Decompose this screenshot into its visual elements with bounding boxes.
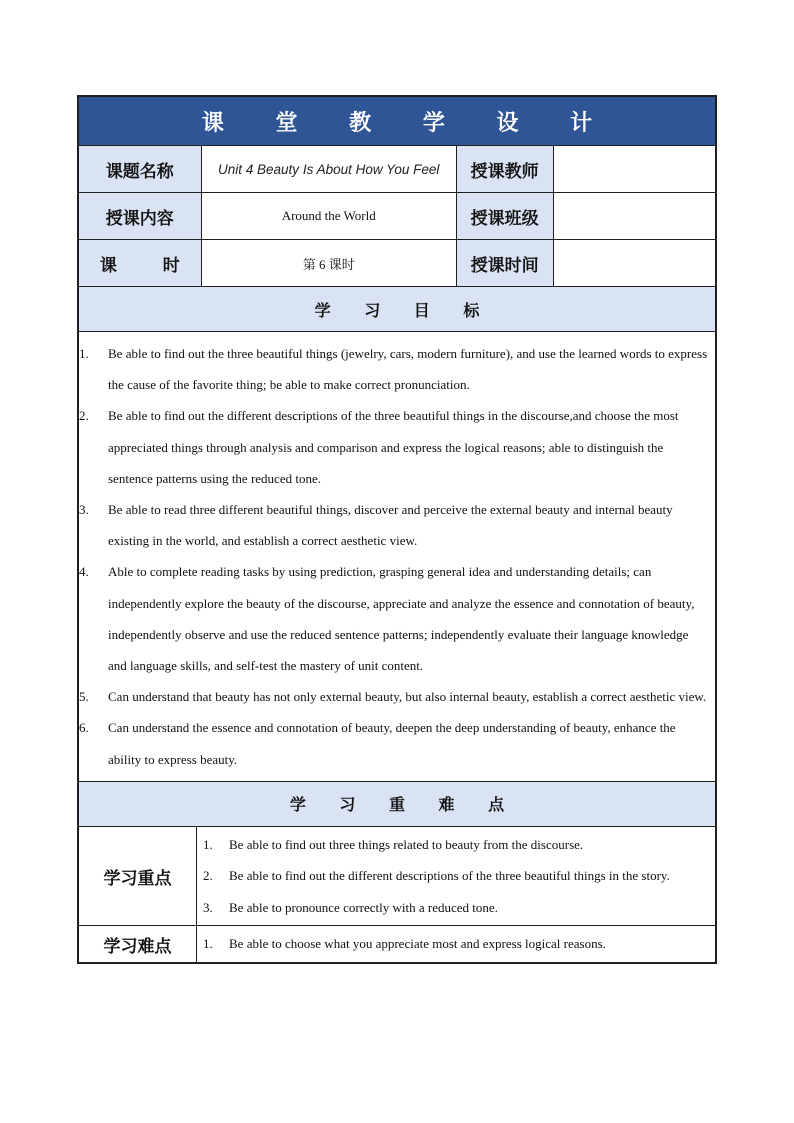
key-points-heading-text: 学 习 重 难 点 (289, 795, 519, 815)
list-item-text: Be able to find out three things related to beauty from the discourse. (229, 836, 584, 852)
list-item-number: 2. (203, 868, 213, 884)
list-item (79, 681, 709, 712)
content-label: 授课内容 (79, 193, 202, 239)
list-item-text: Be able to pronounce correctly with a reduced tone. (229, 899, 498, 915)
list-item (79, 338, 709, 400)
list-item-number: 4. (79, 564, 89, 580)
list-item-number: 1. (79, 346, 89, 361)
list-item-text: Be able to read three different beautiful things, discover and perceive the external beauty and internal beauty existing in the world, and establish a correct aesthetic view. (108, 502, 673, 549)
list-item-number: 6. (79, 720, 89, 736)
list-item-text: Be able to choose what you appreciate most and express logical reasons. (229, 936, 606, 952)
info-row-period (79, 240, 715, 287)
time-value (554, 240, 715, 286)
objectives-heading-text: 学 习 目 标 (314, 300, 494, 320)
difficulty-label: 学习难点 (79, 926, 197, 962)
list-item (201, 829, 711, 861)
list-item-text: Can understand the essence and connotation of beauty, deepen the deep understanding of beauty, enhance the ability to express beauty. (108, 720, 676, 767)
info-row-topic (79, 146, 715, 193)
list-item-number: 1. (203, 836, 213, 852)
list-item-number: 1. (203, 936, 213, 952)
focus-label: 学习重点 (79, 827, 197, 926)
info-row-content (79, 193, 715, 240)
topic-label: 课题名称 (79, 146, 202, 192)
list-item-number: 2. (79, 408, 89, 424)
key-points-heading (79, 782, 715, 827)
list-item-text: Be able to find out the three beautiful things (jewelry, cars, modern furniture), and use the learned words to express the cause of the favorite thing; be able to make correct pronunciation. (108, 346, 708, 393)
difficulty-row (79, 926, 715, 962)
topic-value: Unit 4 Beauty Is About How You Feel (202, 146, 457, 192)
list-item (79, 556, 709, 681)
list-item-number: 3. (203, 899, 213, 915)
list-item-number: 5. (79, 689, 89, 705)
class-value (554, 193, 715, 239)
focus-list (197, 827, 715, 926)
title-bar (79, 97, 715, 146)
list-item-text: Be able to find out the different descriptions of the three beautiful things in the story. (229, 868, 670, 884)
list-item (201, 928, 711, 960)
page-title: 课 堂 教 学 设 计 (201, 110, 615, 136)
teacher-value (554, 146, 715, 192)
period-label: 课 时 (79, 240, 202, 286)
lesson-plan-table (77, 95, 717, 964)
class-label: 授课班级 (457, 193, 554, 239)
difficulty-list (197, 926, 715, 962)
list-item-text: Able to complete reading tasks by using prediction, grasping general idea and understanding details; can independently explore the beauty of the discourse, appreciate and analyze the essence and connotation of beauty, independently observe and use the reduced sentence patterns; independently evaluate their language knowledge and language skills, and self-test the mastery of unit content. (108, 564, 695, 674)
list-item-text: Be able to find out the different descriptions of the three beautiful things in the discourse,and choose the most appreciated things through analysis and comparison and express the logical reasons; able to distinguish the sentence patterns using the reduced tone. (108, 408, 679, 486)
teacher-label: 授课教师 (457, 146, 554, 192)
objectives-list (79, 332, 715, 782)
list-item (79, 494, 709, 556)
period-value: 第 6 课时 (202, 240, 457, 286)
list-item-number: 3. (79, 502, 89, 518)
objectives-heading (79, 287, 715, 332)
list-item (79, 712, 709, 774)
list-item (79, 400, 709, 494)
list-item (201, 860, 711, 892)
time-label: 授课时间 (457, 240, 554, 286)
content-value: Around the World (202, 193, 457, 239)
list-item-text: Can understand that beauty has not only external beauty, but also internal beauty, establish a correct aesthetic view. (108, 689, 707, 705)
list-item (201, 892, 711, 924)
focus-row (79, 827, 715, 927)
